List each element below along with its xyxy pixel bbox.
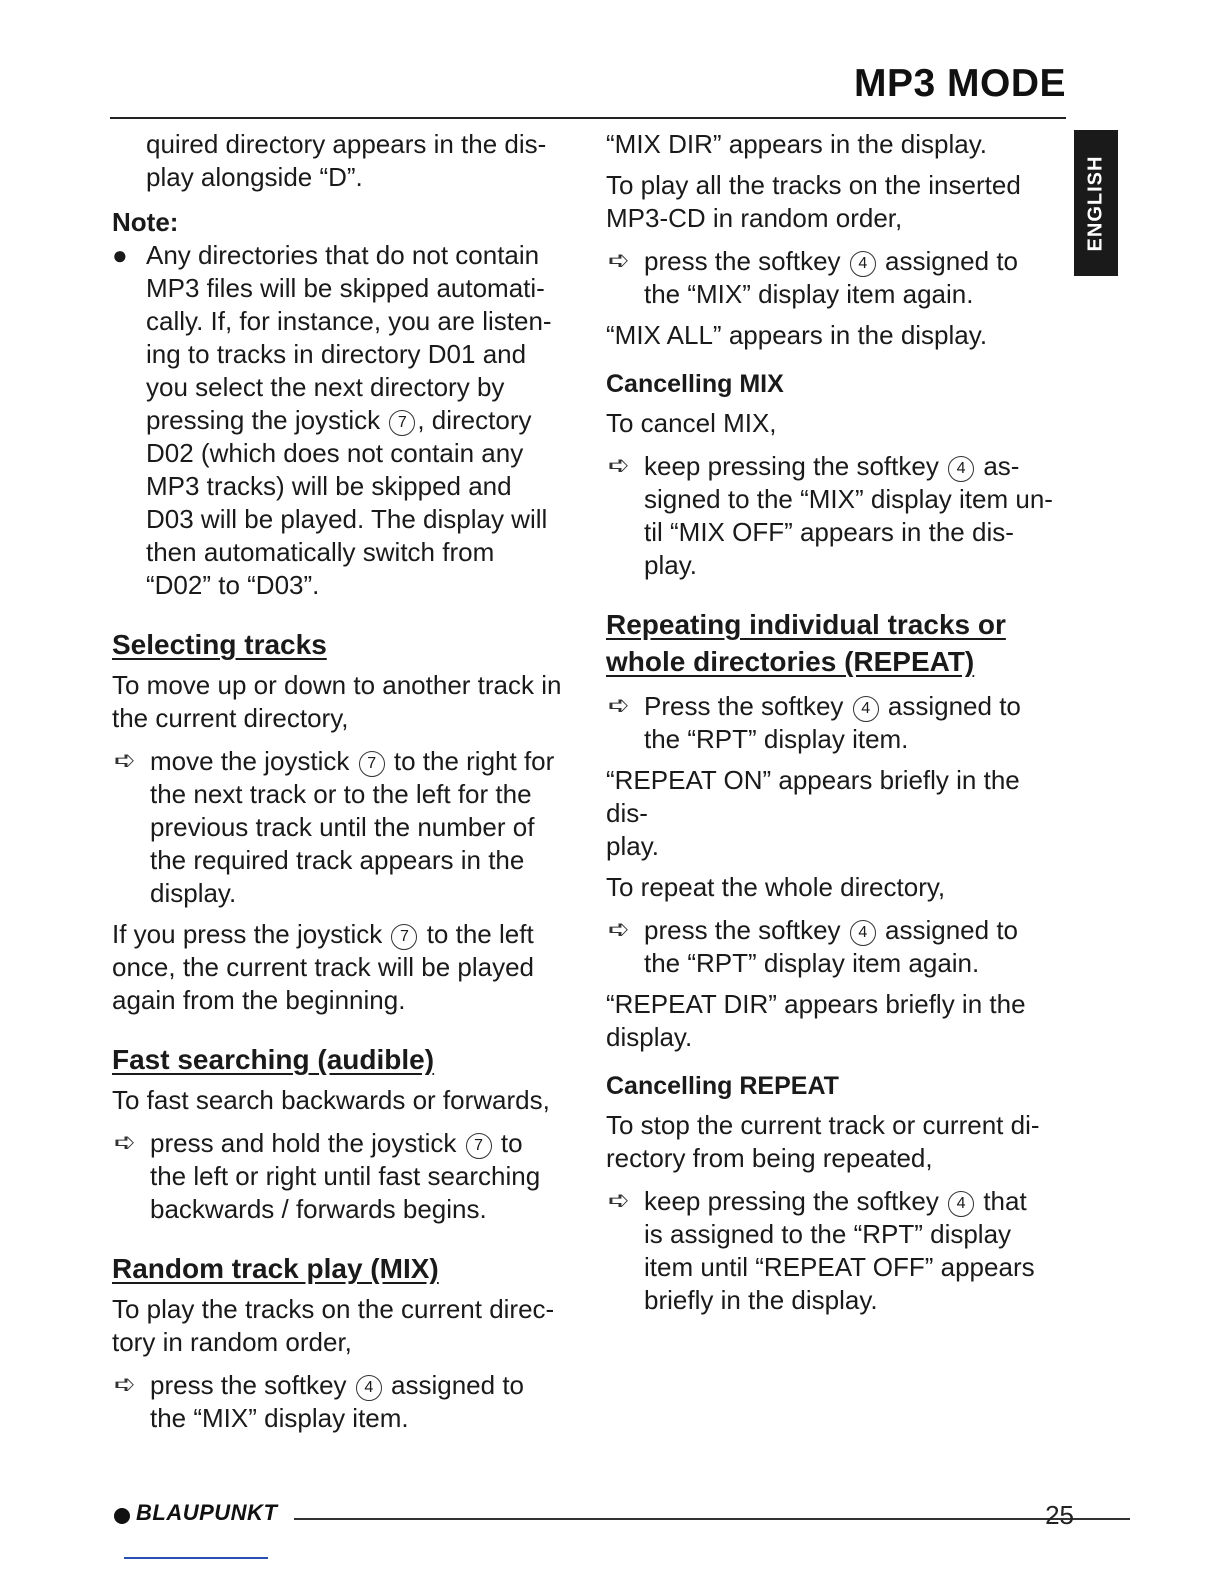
instruction-step (606, 245, 1068, 311)
step-text: keep pressing the softkey (644, 1186, 939, 1216)
body-line: tory in random order, (112, 1327, 352, 1357)
step-arrow-icon: ➪ (608, 245, 630, 275)
step-line: the “MIX” display item. (150, 1403, 409, 1433)
step-line: item until “REPEAT OFF” appears (644, 1252, 1035, 1282)
step-line: backwards / forwards begins. (150, 1194, 487, 1224)
joystick-key-icon: 7 (359, 751, 385, 777)
step-line: til “MIX OFF” appears in the dis- (644, 517, 1014, 547)
step-text: press the softkey (644, 915, 841, 945)
step-line (150, 745, 582, 778)
body-line: To repeat the whole directory, (606, 872, 946, 902)
intro-line: play alongside “D”. (146, 162, 363, 192)
step-arrow-icon: ➪ (608, 450, 630, 480)
step-text: assigned to (885, 246, 1018, 276)
body-line (112, 918, 582, 951)
body-line: “REPEAT DIR” appears briefly in the (606, 989, 1026, 1019)
intro-line: quired directory appears in the dis- (146, 129, 547, 159)
page-number: 25 (1045, 1500, 1074, 1530)
section-heading-random-play: Random track play (MIX) (112, 1253, 439, 1284)
step-text: to (500, 1128, 523, 1158)
body-line: rectory from being repeated, (606, 1143, 933, 1173)
note-line: then automatically switch from (146, 537, 495, 567)
step-text: move the joystick (150, 746, 350, 776)
step-line: the “MIX” display item again. (644, 279, 974, 309)
step-arrow-icon: ➪ (608, 690, 630, 720)
step-arrow-icon: ➪ (608, 1185, 630, 1215)
step-line (644, 690, 1068, 723)
bottom-edge-mark (124, 1557, 268, 1559)
note-line: D03 will be played. The display will (146, 504, 548, 534)
note-text: , directory (417, 405, 532, 435)
step-text: press the softkey (150, 1370, 347, 1400)
instruction-step (112, 745, 582, 910)
subheading-cancelling-repeat: Cancelling REPEAT (606, 1072, 839, 1100)
body-line: play. (606, 831, 659, 861)
header-rule (110, 117, 1066, 119)
brand-dot-icon (114, 1508, 130, 1524)
body-line: To fast search backwards or forwards, (112, 1085, 550, 1115)
brand-logo: BLAUPUNKT (136, 1500, 278, 1525)
softkey-key-icon: 4 (850, 920, 876, 946)
bullet-icon: ● (112, 240, 128, 270)
step-line: the “RPT” display item again. (644, 948, 980, 978)
body-line: “REPEAT ON” appears briefly in the dis- (606, 765, 1020, 828)
body-line: “MIX DIR” appears in the display. (606, 129, 987, 159)
body-line: MP3-CD in random order, (606, 203, 903, 233)
step-arrow-icon: ➪ (608, 914, 630, 944)
note-bullet-item (112, 239, 582, 602)
page-footer (114, 1500, 1074, 1532)
instruction-step (606, 1185, 1068, 1317)
note-line: D02 (which does not contain any (146, 438, 524, 468)
body-line: To play all the tracks on the inserted (606, 170, 1021, 200)
softkey-key-icon: 4 (948, 456, 974, 482)
page-title: MP3 MODE (853, 62, 1066, 105)
step-arrow-icon: ➪ (114, 1127, 136, 1157)
instruction-step (112, 1369, 582, 1435)
body-text: to the left (426, 919, 534, 949)
step-line: the “RPT” display item. (644, 724, 909, 754)
step-line: is assigned to the “RPT” display (644, 1219, 1012, 1249)
instruction-step (606, 914, 1068, 980)
note-line: Any directories that do not contain (146, 240, 540, 270)
instruction-step (112, 1127, 582, 1226)
step-line (150, 1127, 582, 1160)
instruction-step (606, 690, 1068, 756)
softkey-key-icon: 4 (948, 1191, 974, 1217)
footer-rule (294, 1518, 1130, 1520)
body-line: the current directory, (112, 703, 349, 733)
body-line: “MIX ALL” appears in the display. (606, 320, 988, 350)
softkey-key-icon: 4 (356, 1375, 382, 1401)
note-line: MP3 tracks) will be skipped and (146, 471, 512, 501)
left-column (112, 128, 582, 1435)
step-line: play. (644, 550, 697, 580)
softkey-key-icon: 4 (850, 251, 876, 277)
body-line: display. (606, 1022, 693, 1052)
step-line: the required track appears in the (150, 845, 525, 875)
section-heading-repeat: Repeating individual tracks or (606, 609, 1006, 640)
step-line (644, 1185, 1068, 1218)
body-text: If you press the joystick (112, 919, 383, 949)
body-line: again from the beginning. (112, 985, 406, 1015)
right-column (606, 128, 1068, 1317)
note-line (146, 404, 582, 437)
step-text: keep pressing the softkey (644, 451, 939, 481)
body-line: To move up or down to another track in (112, 670, 562, 700)
step-text: assigned to (887, 691, 1021, 721)
subheading-cancelling-mix: Cancelling MIX (606, 370, 784, 398)
instruction-step (606, 450, 1068, 582)
step-line: display. (150, 878, 237, 908)
body-line: once, the current track will be played (112, 952, 534, 982)
body-line: To cancel MIX, (606, 408, 777, 438)
section-heading-repeat: whole directories (REPEAT) (606, 646, 975, 677)
step-line: the left or right until fast searching (150, 1161, 541, 1191)
step-text: press and hold the joystick (150, 1128, 457, 1158)
softkey-key-icon: 4 (853, 696, 879, 722)
section-heading-selecting-tracks: Selecting tracks (112, 629, 327, 660)
note-text: pressing the joystick (146, 405, 381, 435)
note-line: ing to tracks in directory D01 and (146, 339, 527, 369)
step-line (644, 245, 1068, 278)
note-line: “D02” to “D03”. (146, 570, 320, 600)
step-arrow-icon: ➪ (114, 1369, 136, 1399)
note-label: Note: (112, 207, 179, 237)
note-line: MP3 files will be skipped automati- (146, 273, 545, 303)
step-line (644, 914, 1068, 947)
joystick-key-icon: 7 (466, 1133, 492, 1159)
step-arrow-icon: ➪ (114, 745, 136, 775)
step-text: that (983, 1186, 1027, 1216)
body-line: To play the tracks on the current direc- (112, 1294, 555, 1324)
step-text: as- (983, 451, 1020, 481)
step-line: signed to the “MIX” display item un- (644, 484, 1053, 514)
step-line (150, 1369, 582, 1402)
step-text: Press the softkey (644, 691, 844, 721)
section-heading-fast-searching: Fast searching (audible) (112, 1044, 435, 1075)
step-text: press the softkey (644, 246, 841, 276)
step-line (644, 450, 1068, 483)
joystick-key-icon: 7 (391, 924, 417, 950)
step-text: to the right for (393, 746, 555, 776)
step-line: previous track until the number of (150, 812, 535, 842)
step-line: the next track or to the left for the (150, 779, 532, 809)
joystick-key-icon: 7 (389, 410, 415, 436)
note-line: you select the next directory by (146, 372, 505, 402)
language-tab (1074, 130, 1118, 276)
note-line: cally. If, for instance, you are listen- (146, 306, 552, 336)
body-line: To stop the current track or current di- (606, 1110, 1040, 1140)
language-tab-label: ENGLISH (1084, 155, 1107, 251)
step-line: briefly in the display. (644, 1285, 878, 1315)
step-text: assigned to (391, 1370, 524, 1400)
step-text: assigned to (885, 915, 1018, 945)
